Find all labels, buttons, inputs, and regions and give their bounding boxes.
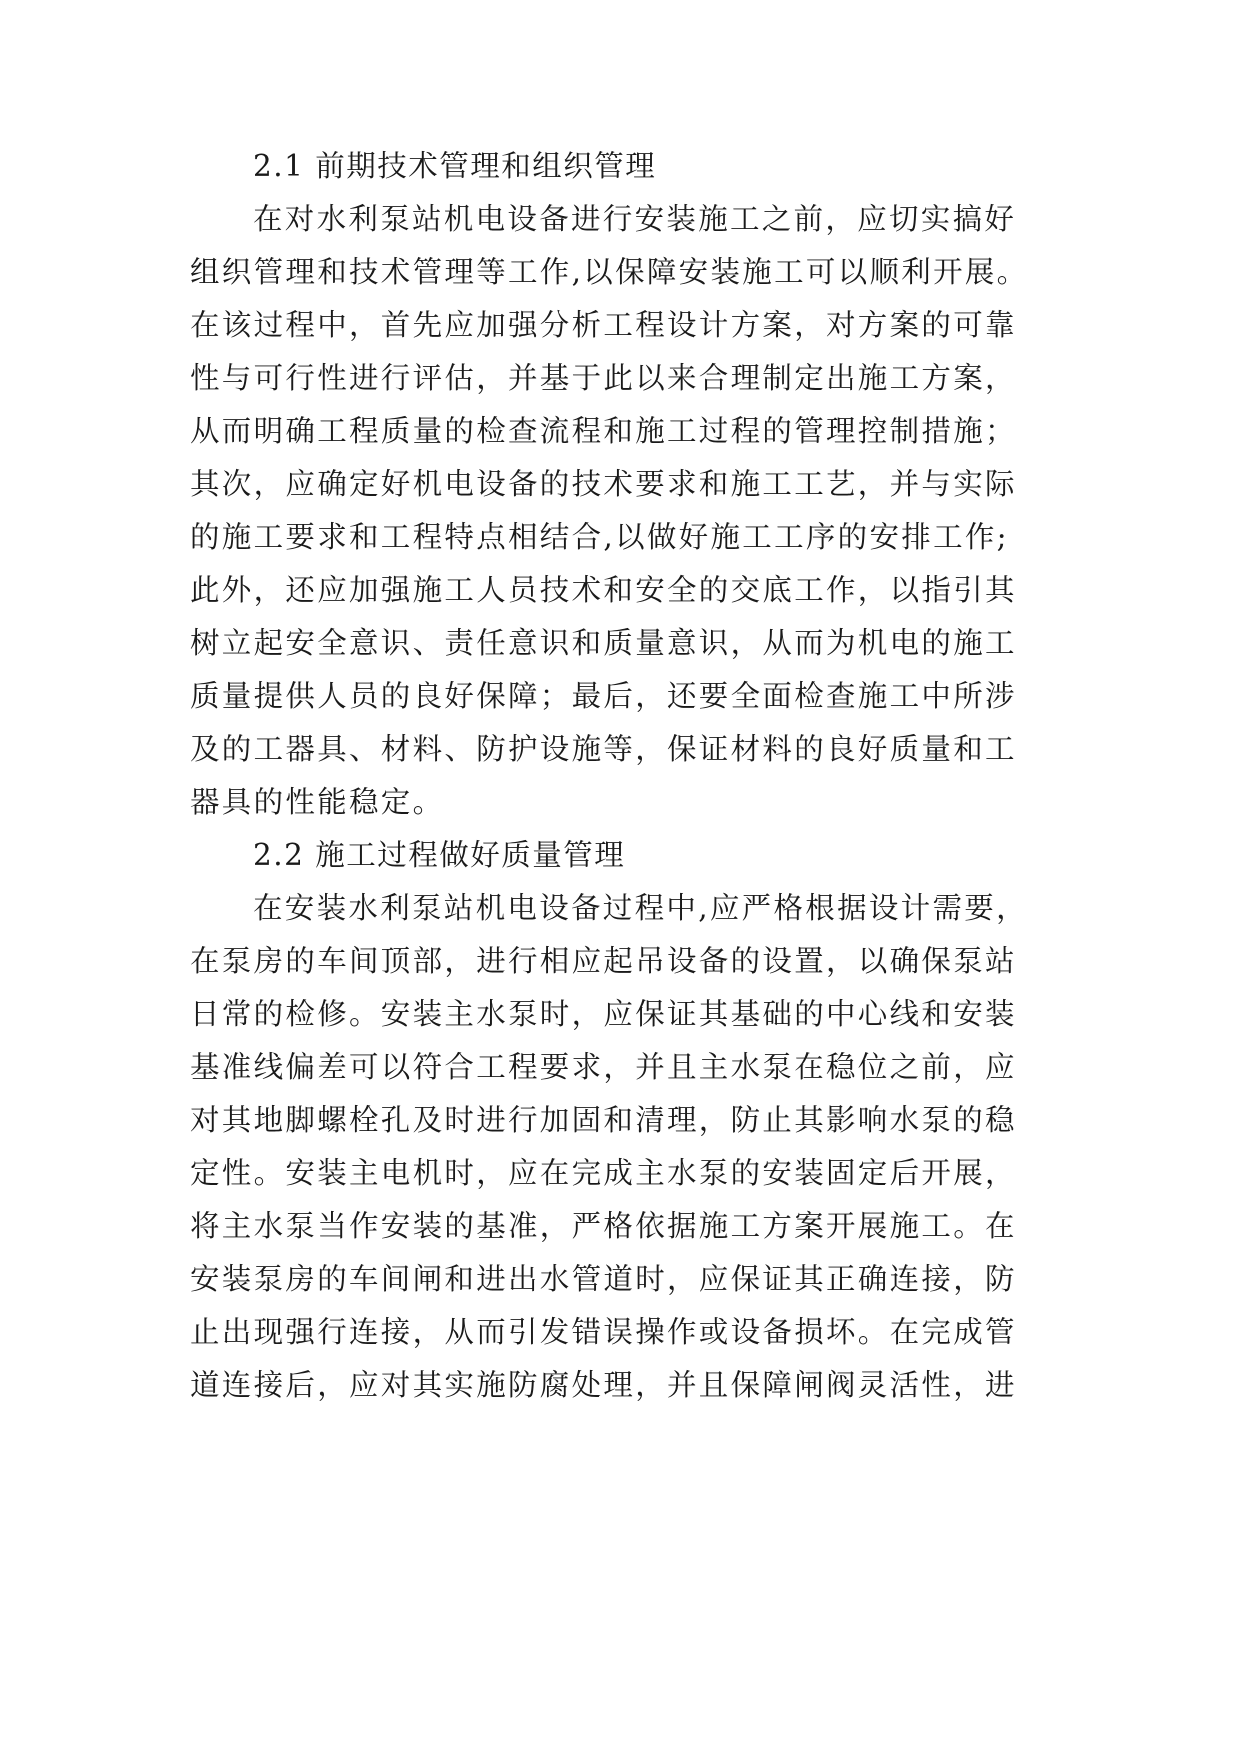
paragraph-line: 安装泵房的车间闸和进出水管道时，应保证其正确连接，防 [190, 1262, 1017, 1296]
paragraph-line: 将主水泵当作安装的基准，严格依据施工方案开展施工。在 [190, 1209, 1017, 1243]
section-heading-2-1: 2.1 前期技术管理和组织管理 [253, 149, 657, 183]
paragraph-line: 在该过程中，首先应加强分析工程设计方案，对方案的可靠 [190, 308, 1017, 342]
paragraph-line: 组织管理和技术管理等工作,以保障安装施工可以顺利开展。 [190, 255, 1029, 289]
paragraph-line: 基准线偏差可以符合工程要求，并且主水泵在稳位之前，应 [190, 1050, 1017, 1084]
paragraph-line: 日常的检修。安装主水泵时，应保证其基础的中心线和安装 [190, 997, 1017, 1031]
paragraph-line: 器具的性能稳定。 [190, 785, 445, 819]
paragraph-line: 在安装水利泵站机电设备过程中,应严格根据设计需要， [253, 891, 1028, 925]
paragraph-line: 在泵房的车间顶部，进行相应起吊设备的设置，以确保泵站 [190, 944, 1017, 978]
paragraph-line: 树立起安全意识、责任意识和质量意识，从而为机电的施工 [190, 626, 1017, 660]
paragraph-line: 止出现强行连接，从而引发错误操作或设备损坏。在完成管 [190, 1315, 1017, 1349]
paragraph-line: 在对水利泵站机电设备进行安装施工之前，应切实搞好 [253, 202, 1017, 236]
paragraph-line: 其次，应确定好机电设备的技术要求和施工工艺，并与实际 [190, 467, 1017, 501]
paragraph-line: 性与可行性进行评估，并基于此以来合理制定出施工方案， [190, 361, 1017, 395]
paragraph-line: 的施工要求和工程特点相结合,以做好施工工序的安排工作; [190, 520, 1009, 554]
paragraph-line: 定性。安装主电机时，应在完成主水泵的安装固定后开展， [190, 1156, 1017, 1190]
paragraph-line: 道连接后，应对其实施防腐处理，并且保障闸阀灵活性，进 [190, 1368, 1017, 1402]
paragraph-line: 从而明确工程质量的检查流程和施工过程的管理控制措施； [190, 414, 1017, 448]
paragraph-line: 对其地脚螺栓孔及时进行加固和清理，防止其影响水泵的稳 [190, 1103, 1017, 1137]
section-heading-2-2: 2.2 施工过程做好质量管理 [253, 838, 626, 872]
paragraph-line: 此外，还应加强施工人员技术和安全的交底工作，以指引其 [190, 573, 1017, 607]
paragraph-line: 及的工器具、材料、防护设施等，保证材料的良好质量和工 [190, 732, 1017, 766]
paragraph-line: 质量提供人员的良好保障；最后，还要全面检查施工中所涉 [190, 679, 1017, 713]
